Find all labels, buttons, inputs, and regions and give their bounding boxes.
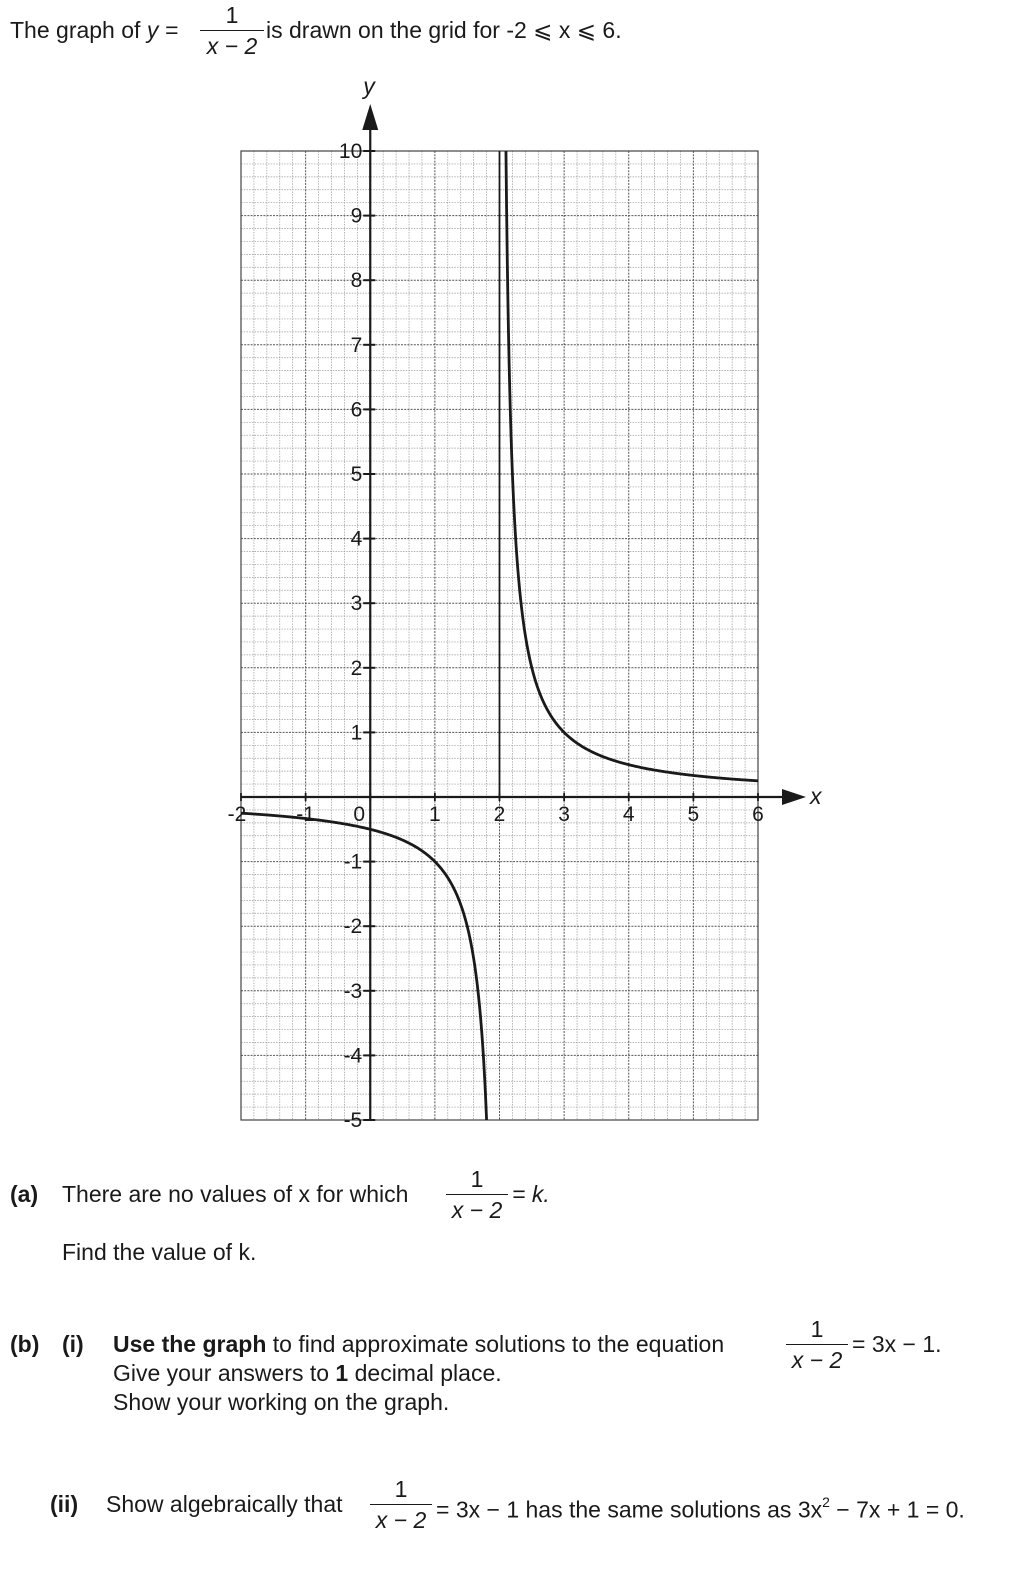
x-tick-label: -2 <box>227 803 247 826</box>
part-b-i-frac-den: x − 2 <box>791 1347 843 1373</box>
part-b-i-line2 <box>113 1359 502 1387</box>
intro-frac-num: 1 <box>200 2 264 31</box>
part-a-question: There are no values of x for which <box>62 1181 409 1207</box>
part-a-find: Find the value of k. <box>62 1239 257 1265</box>
y-tick-label: -5 <box>343 1109 363 1132</box>
x-axis-arrow <box>782 789 806 805</box>
part-b-i-frac-num: 1 <box>786 1316 848 1345</box>
part-b-i-text: to find approximate solutions to the equation <box>266 1331 725 1357</box>
part-b-ii-label: (ii) <box>50 1491 79 1517</box>
part-a-text <box>62 1180 408 1208</box>
x-tick-label: 6 <box>752 803 764 826</box>
part-a-frac-den: x − 2 <box>451 1197 503 1223</box>
part-b-i-line2-post: decimal place. <box>348 1360 502 1386</box>
x-axis-label: x <box>810 783 822 809</box>
part-b-ii-frac-num: 1 <box>370 1476 432 1505</box>
x-tick-label: 3 <box>558 803 570 826</box>
y-axis-arrow <box>362 104 378 130</box>
axes <box>241 104 806 1120</box>
intro-y-eq: y = <box>146 17 179 43</box>
intro-before: The graph of <box>10 17 147 43</box>
y-tick-label: 2 <box>350 656 363 680</box>
part-b-label: (b) <box>10 1331 40 1357</box>
y-tick-label: 8 <box>350 269 363 293</box>
y-tick-label: 10 <box>338 140 363 163</box>
intro-domain: -2 ⩽ x ⩽ 6. <box>506 17 622 43</box>
y-tick-label: -2 <box>343 915 363 939</box>
x-tick-label: 0 <box>353 803 366 826</box>
y-tick-label: 6 <box>350 398 363 422</box>
part-b-i-line2-pre: Give your answers to <box>113 1360 336 1386</box>
tick-labels <box>228 140 764 1132</box>
part-b-ii-frac-den: x − 2 <box>375 1507 427 1533</box>
curve-left-branch <box>241 813 487 1120</box>
part-b-ii-mid: = 3x − 1 has the same solutions as 3x <box>436 1496 823 1523</box>
y-tick-label: 1 <box>350 721 363 745</box>
y-tick-label: -3 <box>343 979 363 1003</box>
y-tick-label: -4 <box>343 1044 363 1068</box>
part-b-i-line2-bold: 1 <box>335 1360 349 1386</box>
intro-frac-den: x − 2 <box>206 33 258 59</box>
part-b-i-fraction <box>786 1316 848 1373</box>
part-b-ii-sup: 2 <box>822 1494 830 1510</box>
x-tick-label: -1 <box>296 803 315 826</box>
curve-right-branch <box>506 151 758 781</box>
part-a-frac-num: 1 <box>446 1166 508 1195</box>
part-a-after: = k. <box>512 1181 550 1207</box>
part-a-fraction <box>446 1166 508 1223</box>
part-b-ii-end: − 7x + 1 = 0. <box>829 1496 965 1523</box>
x-tick-label: 4 <box>622 803 635 826</box>
part-b-i-after: = 3x − 1. <box>852 1331 942 1357</box>
y-tick-label: 5 <box>350 463 363 486</box>
y-tick-label: 7 <box>350 333 363 357</box>
y-tick-label: 3 <box>350 592 363 616</box>
part-b-ii-text: Show algebraically that <box>106 1491 343 1517</box>
part-b-ii-equation <box>436 1490 965 1524</box>
x-tick-label: 5 <box>687 803 700 826</box>
part-b-i-label: (i) <box>62 1331 84 1357</box>
part-b-i-bold: Use the graph <box>113 1331 267 1357</box>
part-a-label: (a) <box>10 1181 39 1207</box>
part-b-ii-fraction <box>370 1476 432 1533</box>
part-b-i-line1 <box>113 1330 724 1358</box>
y-tick-label: -1 <box>343 850 363 874</box>
x-tick-label: 2 <box>493 803 506 826</box>
intro-after: is drawn on the grid for <box>266 17 507 43</box>
y-tick-label: 9 <box>350 204 363 228</box>
x-tick-label: 1 <box>429 803 441 826</box>
y-axis-label: y <box>363 73 375 99</box>
part-b-i-line3: Show your working on the graph. <box>113 1389 450 1415</box>
y-tick-label: 4 <box>350 527 363 551</box>
